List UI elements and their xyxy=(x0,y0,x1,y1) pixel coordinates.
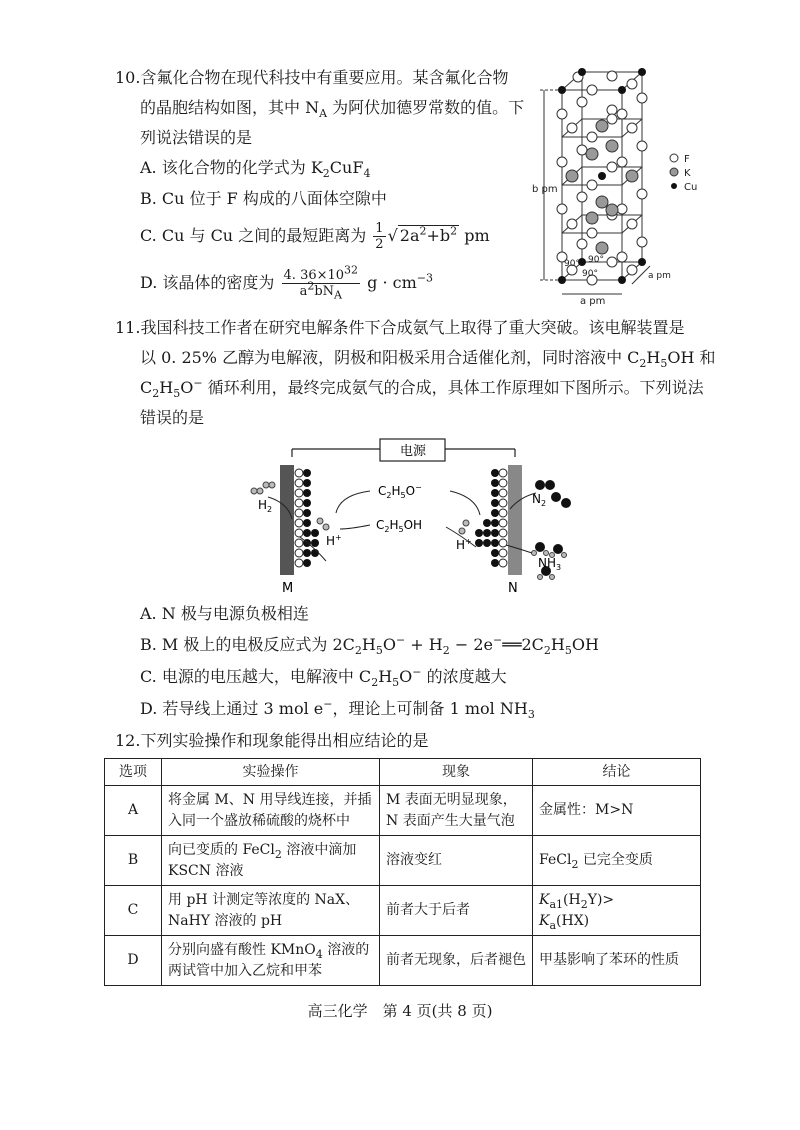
row-option: D xyxy=(105,936,162,986)
electrode-n-surface-atom xyxy=(499,549,507,557)
legend-k: K xyxy=(684,168,691,179)
electrode-n-catalyst-atom xyxy=(483,519,491,527)
q11-stem-line2: 以 0. 25% 乙醇为电解液，阴极和阳极采用合适催化剂，同时溶液中 $C_2H_5OH$ 和 xyxy=(140,348,716,371)
q11-option-b: B. M 极上的电极反应式为 $2C_2H_5O^- + H_2$ − $2e^-══2C_2H_5OH$ xyxy=(140,633,599,658)
nh3-label: $NH_3$ xyxy=(538,556,562,572)
row-option: A xyxy=(105,786,162,836)
electrode-n-catalyst-atom xyxy=(475,529,483,537)
q11-option-c: C. 电源的电压越大，电解液中 $C_2H_5O^-$ 的浓度越大 xyxy=(140,665,507,690)
k-atom xyxy=(596,196,608,208)
row-conclusion: 金属性：M>N xyxy=(533,786,701,836)
h-plus-ion-atom xyxy=(459,528,465,534)
electrode-n-catalyst-atom xyxy=(483,529,491,537)
electrode-m-surface-atom xyxy=(295,549,303,557)
f-atom xyxy=(587,180,597,190)
ethanol-label: $C_2H_5OH$ xyxy=(376,518,423,534)
row-conclusion: FeCl$_2$ 已完全变质 xyxy=(533,836,701,886)
q11-option-a: A. N 极与电源负极相连 xyxy=(140,604,309,623)
f-atom xyxy=(637,93,647,103)
table-row xyxy=(105,786,701,836)
electrode-n-surface-atom xyxy=(499,499,507,507)
electrode-n-surface-atom xyxy=(499,469,507,477)
legend-f: F xyxy=(684,154,690,165)
a-dimension-label-bottom: a pm xyxy=(580,296,606,307)
electrode-m-surface-atom xyxy=(295,469,303,477)
angle-label-3: 90° xyxy=(582,269,598,279)
nh3-hydrogen-atom xyxy=(562,553,567,558)
f-atom xyxy=(637,189,647,199)
f-atom xyxy=(607,257,617,267)
cu-atom xyxy=(558,86,566,94)
h2-molecule-atom xyxy=(251,488,257,494)
k-atom xyxy=(596,242,608,254)
table-header-row xyxy=(105,759,701,786)
f-atom xyxy=(637,141,647,151)
f-atom xyxy=(557,204,567,214)
density-fraction: $\frac{4. 36\times 10^{32}}{a^2bN_A}$ xyxy=(283,263,359,302)
h2-molecule-atom xyxy=(263,482,269,488)
cu-atom xyxy=(598,172,606,180)
f-atom xyxy=(627,219,637,229)
row-operation: 将金属 M、N 用导线连接，并插入同一个盛放稀硫酸的烧杯中 xyxy=(162,786,380,836)
nh3-hydrogen-atom xyxy=(550,575,555,580)
k-atom xyxy=(596,120,608,132)
electrode-m-catalyst-atom xyxy=(303,479,311,487)
f-atom xyxy=(607,114,617,124)
f-atom xyxy=(607,71,617,81)
f-atom xyxy=(587,85,597,95)
page-footer: 高三化学 第 4 页(共 8 页) xyxy=(307,1002,493,1020)
row-option: B xyxy=(105,836,162,886)
electrode-m-surface-atom xyxy=(295,539,303,547)
f-atom xyxy=(577,97,587,107)
q10-stem-line2: 的晶胞结构如图，其中 $N_A$ 为阿伏加德罗常数的值。下 xyxy=(140,98,525,121)
electrode-n-surface-atom xyxy=(499,509,507,517)
electrode-m-catalyst-atom xyxy=(311,539,319,547)
cu-atom xyxy=(638,68,646,76)
f-atom xyxy=(617,204,627,214)
q12-stem: 12.下列实验操作和现象能得出相应结论的是 xyxy=(115,731,429,750)
electrode-m-catalyst-atom xyxy=(303,549,311,557)
legend-cu-icon xyxy=(671,183,677,189)
header-phenomenon: 现象 xyxy=(380,759,533,786)
h-plus-label-left: H+ xyxy=(326,533,342,548)
nh3-hydrogen-atom xyxy=(544,551,549,556)
f-atom xyxy=(557,109,567,119)
electrode-m-catalyst-atom xyxy=(303,499,311,507)
electrode-n-surface-atom xyxy=(499,559,507,567)
q11-stem-line4: 错误的是 xyxy=(140,408,205,427)
q11-stem-line1: 11.我国科技工作者在研究电解条件下合成氨气上取得了重大突破。该电解装置是 xyxy=(115,318,685,337)
electrode-m-surface-atom xyxy=(295,479,303,487)
electrode-n-catalyst-atom xyxy=(491,509,499,517)
row-phenomenon: M 表面无明显现象，N 表面产生大量气泡 xyxy=(380,786,533,836)
electrode-n-surface-atom xyxy=(499,489,507,497)
q10-option-c: C. Cu 与 Cu 之间的最短距离为 $\frac{1}{2}$ √ $2a^2+b^2$ pm xyxy=(140,221,490,252)
header-option: 选项 xyxy=(105,759,162,786)
h2-molecule-atom xyxy=(269,482,275,488)
electrode-n-catalyst-atom xyxy=(491,489,499,497)
electrode-m-surface-atom xyxy=(295,559,303,567)
angle-label-2: 90° xyxy=(588,255,604,265)
electrode-m-surface-atom xyxy=(295,509,303,517)
electrode-m-surface-atom xyxy=(295,489,303,497)
f-atom xyxy=(577,239,587,249)
k-atom xyxy=(626,170,638,182)
electrode-n-bar xyxy=(508,465,522,575)
electrode-m-bar xyxy=(280,465,294,575)
row-operation: 向已变质的 FeCl$_2$ 溶液中滴加 KSCN 溶液 xyxy=(162,836,380,886)
electrode-m-catalyst-atom xyxy=(303,529,311,537)
table-row xyxy=(105,836,701,886)
n2-molecule-atom xyxy=(561,498,571,508)
q10-stem-line1: 10.含氟化合物在现代科技中有重要应用。某含氟化合物 xyxy=(115,68,509,87)
row-option: C xyxy=(105,886,162,936)
f-atom xyxy=(627,79,637,89)
q10-option-b: B. Cu 位于 F 构成的八面体空隙中 xyxy=(140,189,387,208)
f-atom xyxy=(617,252,627,262)
k-atom xyxy=(586,148,598,160)
header-conclusion: 结论 xyxy=(533,759,701,786)
power-source-label: 电源 xyxy=(400,444,427,459)
crystal-cell-figure xyxy=(532,62,712,307)
q11-stem-line3: $C_2H_5O^-$ 循环利用，最终完成氨气的合成，具体工作原理如下图所示。下列说法 xyxy=(140,376,704,401)
electrode-m-surface-atom xyxy=(295,499,303,507)
cu-atom xyxy=(638,258,646,266)
f-atom xyxy=(567,123,577,133)
f-atom xyxy=(617,157,627,167)
electrode-n-catalyst-atom xyxy=(491,469,499,477)
electrode-n-surface-atom xyxy=(499,529,507,537)
electrode-m-catalyst-atom xyxy=(303,559,311,567)
q12-table xyxy=(104,758,701,986)
electrode-n-catalyst-atom xyxy=(491,559,499,567)
n2-molecule-atom xyxy=(545,480,555,490)
legend-k-icon xyxy=(670,168,678,176)
a-dimension-label-side: a pm xyxy=(648,271,671,281)
q10-option-d: D. 该晶体的密度为 $\frac{4. 36\times 10^{32}}{a^2bN_A}$ $g \cdot cm^{-3}$ xyxy=(140,263,433,302)
row-phenomenon: 前者无现象，后者褪色 xyxy=(380,936,533,986)
f-atom xyxy=(567,219,577,229)
electrode-m-surface-atom xyxy=(295,519,303,527)
ethoxide-label: $C_2H_5O^-$ xyxy=(378,483,422,500)
electrode-m-catalyst-atom xyxy=(303,509,311,517)
f-atom xyxy=(627,123,637,133)
row-conclusion: 甲基影响了苯环的性质 xyxy=(533,936,701,986)
f-atom xyxy=(617,109,627,119)
nh3-molecule-atom xyxy=(535,542,545,552)
cu-atom xyxy=(618,86,626,94)
k-atom xyxy=(606,204,618,216)
electrode-n-catalyst-atom xyxy=(491,479,499,487)
electrode-n-surface-atom xyxy=(499,519,507,527)
row-operation: 分别向盛有酸性 KMnO$_4$ 溶液的两试管中加入乙烷和甲苯 xyxy=(162,936,380,986)
electrode-n-catalyst-atom xyxy=(483,539,491,547)
h2-molecule-atom xyxy=(257,488,263,494)
electrode-n-catalyst-atom xyxy=(491,549,499,557)
legend-f-icon xyxy=(670,154,678,162)
table-row xyxy=(105,936,701,986)
cu-atom xyxy=(618,276,626,284)
electrode-m-surface-atom xyxy=(295,529,303,537)
electrode-n-catalyst-atom xyxy=(475,539,483,547)
q10-option-a: A. 该化合物的化学式为 $K_2CuF_4$ xyxy=(140,158,371,181)
cu-atom xyxy=(578,68,586,76)
electrolysis-figure xyxy=(240,437,590,597)
nh3-hydrogen-atom xyxy=(532,551,537,556)
f-atom xyxy=(577,145,587,155)
h-plus-ion-atom xyxy=(463,520,469,526)
electrode-m-catalyst-atom xyxy=(303,519,311,527)
legend-cu: Cu xyxy=(684,182,698,193)
electrode-n-catalyst-atom xyxy=(491,519,499,527)
n2-molecule-atom xyxy=(551,492,561,502)
row-phenomenon: 前者大于后者 xyxy=(380,886,533,936)
electrode-m-label: M xyxy=(282,581,294,596)
row-phenomenon: 溶液变红 xyxy=(380,836,533,886)
k-atom xyxy=(586,212,598,224)
n2-label: $N_2$ xyxy=(532,492,547,508)
electrode-n-surface-atom xyxy=(499,539,507,547)
electrode-m-catalyst-atom xyxy=(311,529,319,537)
electrode-m-catalyst-atom xyxy=(311,549,319,557)
k-atom xyxy=(606,140,618,152)
f-atom xyxy=(637,237,647,247)
electrode-n-catalyst-atom xyxy=(491,499,499,507)
h-plus-ion-atom xyxy=(317,518,323,524)
electrode-n-surface-atom xyxy=(499,479,507,487)
q10-stem-line3: 列说法错误的是 xyxy=(140,128,253,147)
b-dimension-label: b pm xyxy=(532,184,558,195)
nh3-hydrogen-atom xyxy=(538,575,543,580)
f-atom xyxy=(587,228,597,238)
f-atom xyxy=(577,192,587,202)
fraction-half: $\frac{1}{2}$ xyxy=(375,221,384,252)
cu-atom xyxy=(558,276,566,284)
f-atom xyxy=(627,265,637,275)
k-atom xyxy=(566,170,578,182)
h-plus-label-right: H+ xyxy=(456,537,472,552)
f-atom xyxy=(607,162,617,172)
row-conclusion: $K_{a1}(H_2Y)>$ $K_a(HX)$ xyxy=(533,886,701,936)
header-operation: 实验操作 xyxy=(162,759,380,786)
q11-option-d: D. 若导线上通过 3 mol e−，理论上可制备 1 mol $NH_3$ xyxy=(140,697,535,722)
f-atom xyxy=(557,157,567,167)
h2-label: $H_2$ xyxy=(258,498,273,514)
electrode-m-catalyst-atom xyxy=(303,469,311,477)
electrode-n-catalyst-atom xyxy=(491,529,499,537)
n2-molecule-atom xyxy=(535,480,545,490)
f-atom xyxy=(587,132,597,142)
nh3-molecule-atom xyxy=(553,544,563,554)
row-operation: 用 pH 计测定等浓度的 NaX、NaHY 溶液的 pH xyxy=(162,886,380,936)
h-plus-ion-atom xyxy=(323,524,329,530)
electrode-m-catalyst-atom xyxy=(303,489,311,497)
table-row xyxy=(105,886,701,936)
electrode-n-label: N xyxy=(508,581,518,596)
angle-label-1: 90° xyxy=(564,259,580,269)
electrode-n-catalyst-atom xyxy=(491,539,499,547)
